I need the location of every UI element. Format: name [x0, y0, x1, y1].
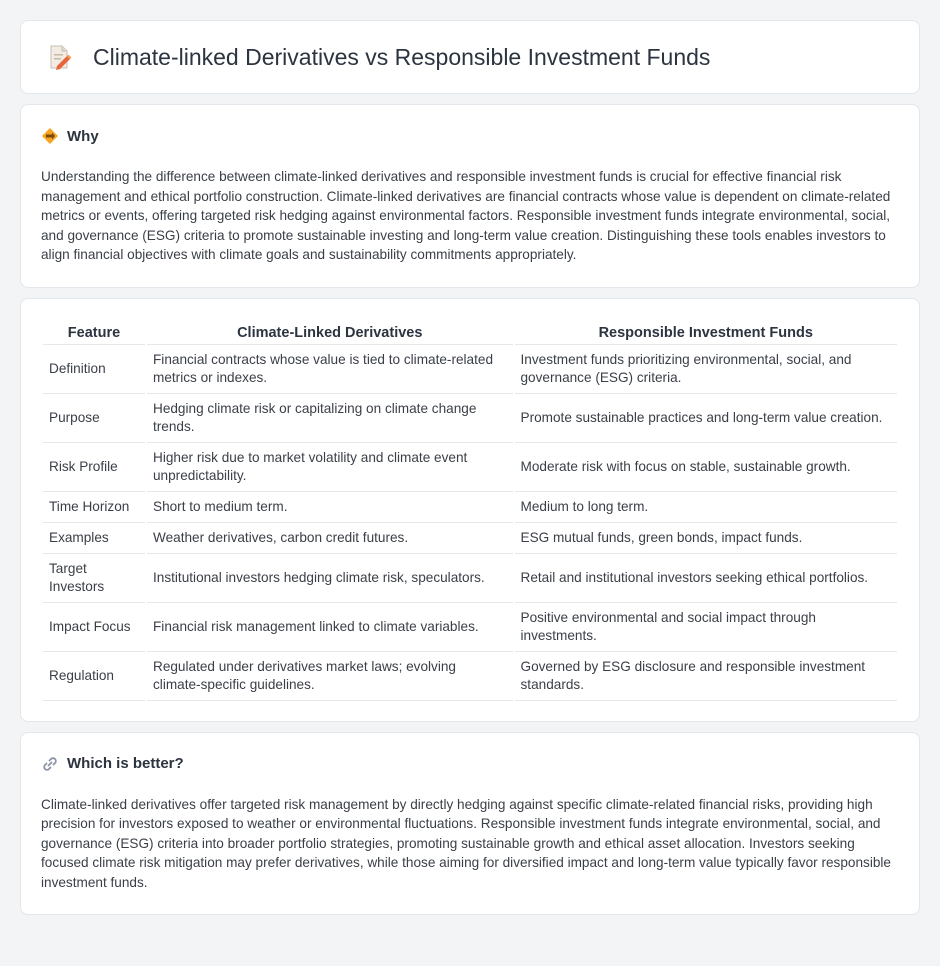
column-header: Feature	[43, 319, 145, 345]
funds-cell: Positive environmental and social impact through investments.	[515, 603, 898, 652]
feature-cell: Risk Profile	[43, 443, 145, 492]
funds-cell: Investment funds prioritizing environmental, social, and governance (ESG) criteria.	[515, 345, 898, 394]
column-header: Responsible Investment Funds	[515, 319, 898, 345]
derivatives-cell: Financial contracts whose value is tied to climate-related metrics or indexes.	[147, 345, 513, 394]
table-row	[43, 345, 897, 394]
funds-cell: Promote sustainable practices and long-term value creation.	[515, 394, 898, 443]
feature-cell: Regulation	[43, 652, 145, 701]
derivatives-cell: Weather derivatives, carbon credit futures.	[147, 523, 513, 554]
feature-cell: Time Horizon	[43, 492, 145, 523]
title-card	[20, 20, 920, 94]
funds-cell: Moderate risk with focus on stable, sustainable growth.	[515, 443, 898, 492]
table-header-row	[43, 319, 897, 345]
which-is-better-section	[20, 732, 920, 916]
table-row	[43, 523, 897, 554]
link-icon	[41, 755, 59, 773]
table-row	[43, 603, 897, 652]
comparison-table	[41, 319, 899, 701]
why-header	[41, 127, 899, 145]
table-row	[43, 443, 897, 492]
column-header: Climate-Linked Derivatives	[147, 319, 513, 345]
comparison-card	[20, 298, 920, 722]
document-pencil-icon	[43, 41, 75, 73]
table-row	[43, 394, 897, 443]
feature-cell: Examples	[43, 523, 145, 554]
table-row	[43, 554, 897, 603]
funds-cell: Medium to long term.	[515, 492, 898, 523]
table-row	[43, 492, 897, 523]
derivatives-cell: Higher risk due to market volatility and climate event unpredictability.	[147, 443, 513, 492]
derivatives-cell: Hedging climate risk or capitalizing on climate change trends.	[147, 394, 513, 443]
derivatives-cell: Institutional investors hedging climate risk, speculators.	[147, 554, 513, 603]
feature-cell: Definition	[43, 345, 145, 394]
feature-cell: Impact Focus	[43, 603, 145, 652]
derivatives-cell: Financial risk management linked to climate variables.	[147, 603, 513, 652]
why-section	[20, 104, 920, 288]
feature-cell: Purpose	[43, 394, 145, 443]
derivatives-cell: Regulated under derivatives market laws; evolving climate-specific guidelines.	[147, 652, 513, 701]
table-row	[43, 652, 897, 701]
page-title: Climate-linked Derivatives vs Responsible Investment Funds	[93, 43, 711, 70]
why-title: Why	[67, 127, 99, 145]
signpost-icon	[41, 127, 59, 145]
better-header	[41, 755, 899, 773]
feature-cell: Target Investors	[43, 554, 145, 603]
better-title: Which is better?	[67, 755, 184, 772]
why-text: Understanding the difference between climate-linked derivatives and responsible investment funds is crucial for effective financial risk management and ethical portfolio construction. Climate-linked derivatives are financial contracts whose value is dependent on climate-related metrics or events, offering targeted risk hedging against environmental factors. Responsible investment funds integrate environmental, social, and governance (ESG) criteria to promote sustainable investing and long-term value creation. Distinguishing these tools enables investors to align financial objectives with climate goals and sustainability commitments appropriately.	[41, 169, 891, 262]
better-text: Climate-linked derivatives offer targeted risk management by directly hedging against specific climate-related financial risks, providing high precision for investors exposed to weather or environmental fluctuations. Responsible investment funds integrate environmental, social, and governance (ESG) criteria into broader portfolio strategies, promoting sustainable growth and ethical asset allocation. Investors seeking focused climate risk mitigation may prefer derivatives, while those aiming for diversified impact and long-term value typically favor responsible investment funds.	[41, 796, 891, 890]
derivatives-cell: Short to medium term.	[147, 492, 513, 523]
funds-cell: Governed by ESG disclosure and responsible investment standards.	[515, 652, 898, 701]
funds-cell: ESG mutual funds, green bonds, impact funds.	[515, 523, 898, 554]
funds-cell: Retail and institutional investors seeking ethical portfolios.	[515, 554, 898, 603]
